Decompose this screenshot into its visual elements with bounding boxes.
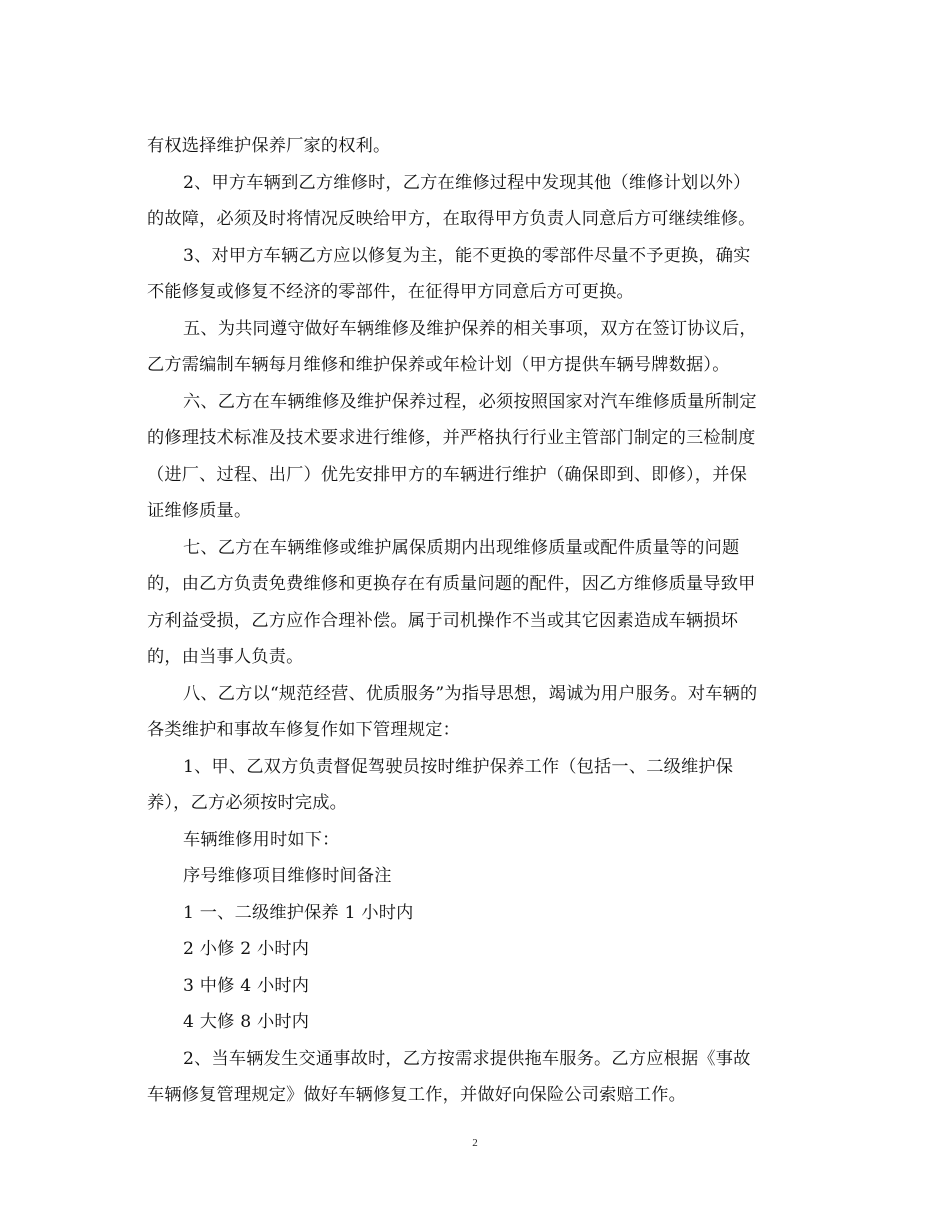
text-line: （进厂、过程、出厂）优先安排甲方的车辆进行维护（确保即到、即修），并保	[147, 464, 747, 485]
text-line: 2、当车辆发生交通事故时，乙方按需求提供拖车服务。乙方应根据《事故	[183, 1048, 751, 1069]
text-line: 的，由乙方负责免费维修和更换存在有质量问题的配件，因乙方维修质量导致甲	[147, 574, 756, 594]
text-line: 3、对甲方车辆乙方应以修复为主，能不更换的零部件尽量不予更换，确实	[183, 245, 751, 266]
text-line: 2、甲方车辆到乙方维修时，乙方在维修过程中发现其他（维修计划以外）	[183, 172, 751, 193]
table-row-line: 3 中修 4 小时内	[183, 975, 310, 996]
table-row-line: 1 一、二级维护保养 1 小时内	[183, 902, 414, 923]
document-body	[147, 128, 807, 1114]
table-row-line: 2 小修 2 小时内	[183, 939, 310, 959]
text-line: 七、乙方在车辆维修或维护属保质期内出现维修质量或配件质量等的问题	[183, 537, 740, 558]
page-number: 2	[472, 1137, 478, 1149]
text-line: 1、甲、乙双方负责督促驾驶员按时维护保养工作（包括一、二级维护保	[183, 756, 734, 777]
table-row-line: 4 大修 8 小时内	[183, 1012, 310, 1032]
table-header-line: 序号维修项目维修时间备注	[183, 866, 392, 886]
text-line: 的故障，必须及时将情况反映给甲方，在取得甲方负责人同意后方可继续维修。	[147, 209, 756, 229]
text-line: 八、乙方以“规范经营、优质服务”为指导思想，竭诚为用户服务。对车辆的	[183, 683, 758, 704]
text-line: 各类维护和事故车修复作如下管理规定：	[147, 720, 460, 740]
text-line: 的修理技术标准及技术要求进行维修，并严格执行行业主管部门制定的三检制度	[147, 428, 756, 448]
text-line: 养），乙方必须按时完成。	[147, 793, 348, 813]
text-line: 不能修复或修复不经济的零部件，在征得甲方同意后方可更换。	[147, 282, 634, 302]
text-line: 的，由当事人负责。	[147, 647, 304, 667]
text-line: 五、为共同遵守做好车辆维修及维护保养的相关事项，双方在签订协议后，	[183, 318, 757, 339]
text-line: 乙方需编制车辆每月维修和维护保养或年检计划（甲方提供车辆号牌数据）。	[147, 355, 730, 375]
text-line: 六、乙方在车辆维修及维护保养过程，必须按照国家对汽车维修质量所制定	[183, 391, 757, 412]
text-line: 车辆修复管理规定》做好车辆修复工作，并做好向保险公司索赔工作。	[147, 1085, 687, 1105]
text-line: 方利益受损，乙方应作合理补偿。属于司机操作不当或其它因素造成车辆损坏	[147, 610, 739, 631]
text-line: 有权选择维护保养厂家的权利。	[147, 136, 391, 156]
text-line: 车辆维修用时如下：	[183, 829, 340, 850]
text-line: 证维修质量。	[147, 501, 252, 521]
